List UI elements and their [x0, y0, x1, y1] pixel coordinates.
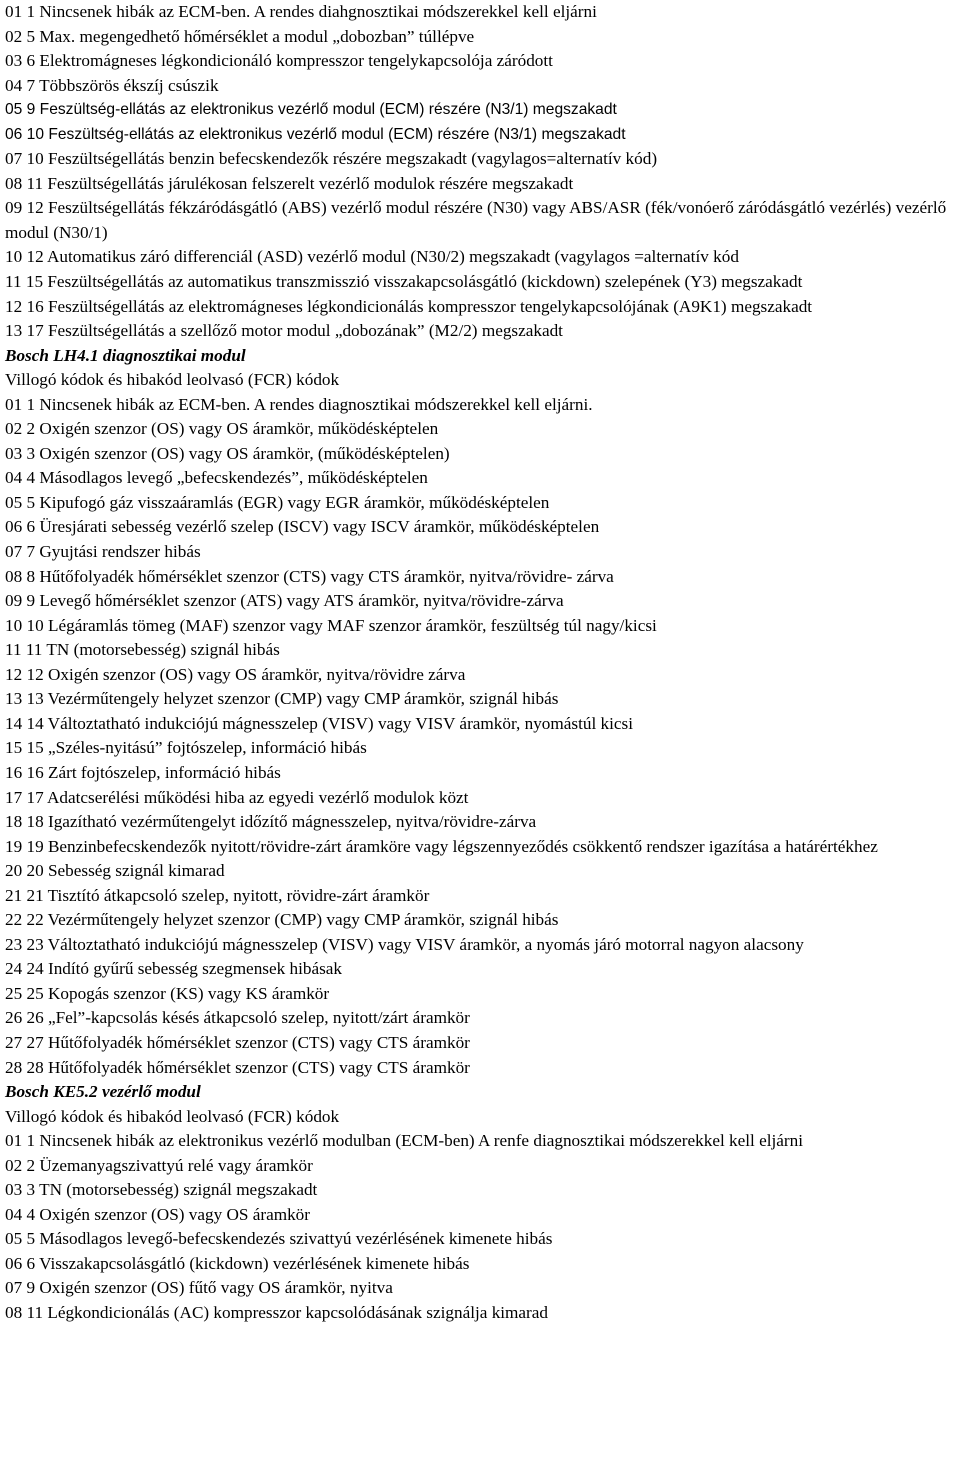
- error-code-line: 01 1 Nincsenek hibák az ECM-ben. A rendes diagnosztikai módszerekkel kell eljárni.: [5, 394, 593, 414]
- error-code-line: 17 17 Adatcserélési működési hiba az egyedi vezérlő modulok közt: [5, 787, 469, 807]
- error-code-line: 04 7 Többszörös ékszíj csúszik: [5, 75, 219, 95]
- error-code-line: 24 24 Indító gyűrű sebesség szegmensek hibásak: [5, 959, 342, 979]
- error-code-line: 12 16 Feszültségellátás az elektromágneses légkondicionálás kompresszor tengelykapcsolójának (A9K1) megszakadt: [5, 296, 813, 316]
- section-subheading: Villogó kódok és hibakód leolvasó (FCR) kódok: [5, 1106, 340, 1126]
- error-code-line: 06 6 Visszakapcsolásgátló (kickdown) vezérlésének kimenete hibás: [5, 1253, 470, 1273]
- error-code-line: 22 22 Vezérműtengely helyzet szenzor (CMP) vagy CMP áramkör, szignál hibás: [5, 910, 559, 930]
- error-code-line: 06 6 Üresjárati sebesség vezérlő szelep (ISCV) vagy ISCV áramkör, működésképtelen: [5, 517, 600, 537]
- error-code-line: 07 9 Oxigén szenzor (OS) fűtő vagy OS áramkör, nyitva: [5, 1278, 393, 1298]
- error-code-line: 05 5 Kipufogó gáz visszaáramlás (EGR) vagy EGR áramkör, működésképtelen: [5, 492, 550, 512]
- error-code-line: 28 28 Hűtőfolyadék hőmérséklet szenzor (CTS) vagy CTS áramkör: [5, 1057, 470, 1077]
- code-section: [5, 344, 957, 1080]
- code-section: [5, 0, 957, 344]
- error-code-line: 06 10 Feszültség-ellátás az elektronikus vezérlő modul (ECM) részére (N3/1) megszakadt: [5, 125, 626, 143]
- error-code-line: 14 14 Változtatható indukciójú mágnesszelep (VISV) vagy VISV áramkör, nyomástúl kicsi: [5, 713, 633, 733]
- error-code-line: 18 18 Igazítható vezérműtengelyt időzítő mágnesszelep, nyitva/rövidre-zárva: [5, 812, 537, 832]
- error-code-line: 16 16 Zárt fojtószelep, információ hibás: [5, 762, 281, 782]
- error-code-line: 11 15 Feszültségellátás az automatikus transzmisszió visszakapcsolásgátló (kickdown) szelepének (Y3) megszakadt: [5, 272, 803, 292]
- error-code-line: 03 6 Elektromágneses légkondicionáló kompresszor tengelykapcsolója záródott: [5, 51, 553, 71]
- error-code-line: 23 23 Változtatható indukciójú mágnesszelep (VISV) vagy VISV áramkör, a nyomás járó motorral nagyon alacsony: [5, 934, 804, 954]
- error-code-line: 07 10 Feszültségellátás benzin befecskendezők részére megszakadt (vagylagos=alternatív kód): [5, 149, 658, 169]
- section-heading: Bosch LH4.1 diagnosztikai modul: [5, 345, 246, 365]
- error-code-line: 10 12 Automatikus záró differenciál (ASD) vezérlő modul (N30/2) megszakadt (vagylagos =alternatív kód: [5, 247, 739, 267]
- error-code-line: 10 10 Légáramlás tömeg (MAF) szenzor vagy MAF szenzor áramkör, feszültség túl nagy/kicsi: [5, 615, 657, 635]
- error-code-line: 08 11 Légkondicionálás (AC) kompresszor kapcsolódásának szignálja kimarad: [5, 1302, 549, 1322]
- code-section: [5, 1080, 957, 1325]
- error-code-line: 04 4 Oxigén szenzor (OS) vagy OS áramkör: [5, 1204, 311, 1224]
- error-code-line: 20 20 Sebesség szignál kimarad: [5, 861, 225, 881]
- error-code-line: 09 12 Feszültségellátás fékzáródásgátló (ABS) vezérlő modul részére (N30) vagy ABS/ASR (fék/vonóerő záródásgátló vezérlés) vezérlő modul (N30/1): [5, 198, 947, 242]
- error-code-line: 25 25 Kopogás szenzor (KS) vagy KS áramkör: [5, 983, 330, 1003]
- error-code-line: 03 3 TN (motorsebesség) szignál megszakadt: [5, 1180, 318, 1200]
- error-code-line: 04 4 Másodlagos levegő „befecskendezés”, működésképtelen: [5, 468, 428, 488]
- error-code-line: 05 5 Másodlagos levegő-befecskendezés szivattyú vezérlésének kimenete hibás: [5, 1229, 553, 1249]
- section-heading: Bosch KE5.2 vezérlő modul: [5, 1082, 201, 1102]
- error-code-line: 02 2 Oxigén szenzor (OS) vagy OS áramkör, működésképtelen: [5, 419, 439, 439]
- error-code-line: 26 26 „Fel”-kapcsolás késés átkapcsoló szelep, nyitott/zárt áramkör: [5, 1008, 470, 1028]
- error-code-line: 12 12 Oxigén szenzor (OS) vagy OS áramkör, nyitva/rövidre zárva: [5, 664, 466, 684]
- error-code-line: 15 15 „Széles-nyitású” fojtószelep, információ hibás: [5, 738, 367, 758]
- error-code-line: 02 2 Üzemanyagszivattyú relé vagy áramkör: [5, 1155, 313, 1175]
- error-code-line: 02 5 Max. megengedhető hőmérséklet a modul „dobozban” túllépve: [5, 26, 475, 46]
- error-code-line: 11 11 TN (motorsebesség) szignál hibás: [5, 640, 280, 660]
- error-code-line: 08 11 Feszültségellátás járulékosan felszerelt vezérlő modulok részére megszakadt: [5, 173, 574, 193]
- error-code-line: 21 21 Tisztító átkapcsoló szelep, nyitott, rövidre-zárt áramkör: [5, 885, 430, 905]
- error-code-line: 05 9 Feszültség-ellátás az elektronikus vezérlő modul (ECM) részére (N3/1) megszakadt: [5, 101, 617, 119]
- error-code-line: 01 1 Nincsenek hibák az ECM-ben. A rendes diahgnosztikai módszerekkel kell eljárni: [5, 2, 597, 21]
- error-code-line: 08 8 Hűtőfolyadék hőmérséklet szenzor (CTS) vagy CTS áramkör, nyitva/rövidre- zárva: [5, 566, 614, 586]
- error-code-line: 13 17 Feszültségellátás a szellőző motor modul „dobozának” (M2/2) megszakadt: [5, 321, 563, 341]
- document-body: [5, 0, 957, 1326]
- error-code-line: 19 19 Benzinbefecskendezők nyitott/rövidre-zárt áramköre vagy légszennyeződés csökkentő rendszer igazítása a határértékhez: [5, 836, 878, 856]
- section-subheading: Villogó kódok és hibakód leolvasó (FCR) kódok: [5, 370, 340, 390]
- error-code-line: 01 1 Nincsenek hibák az elektronikus vezérlő modulban (ECM-ben) A renfe diagnosztikai módszerekkel kell eljárni: [5, 1131, 804, 1151]
- error-code-line: 09 9 Levegő hőmérséklet szenzor (ATS) vagy ATS áramkör, nyitva/rövidre-zárva: [5, 591, 564, 611]
- error-code-line: 07 7 Gyujtási rendszer hibás: [5, 542, 201, 562]
- error-code-line: 03 3 Oxigén szenzor (OS) vagy OS áramkör, (működésképtelen): [5, 443, 450, 463]
- error-code-line: 13 13 Vezérműtengely helyzet szenzor (CMP) vagy CMP áramkör, szignál hibás: [5, 689, 559, 709]
- error-code-line: 27 27 Hűtőfolyadék hőmérséklet szenzor (CTS) vagy CTS áramkör: [5, 1032, 470, 1052]
